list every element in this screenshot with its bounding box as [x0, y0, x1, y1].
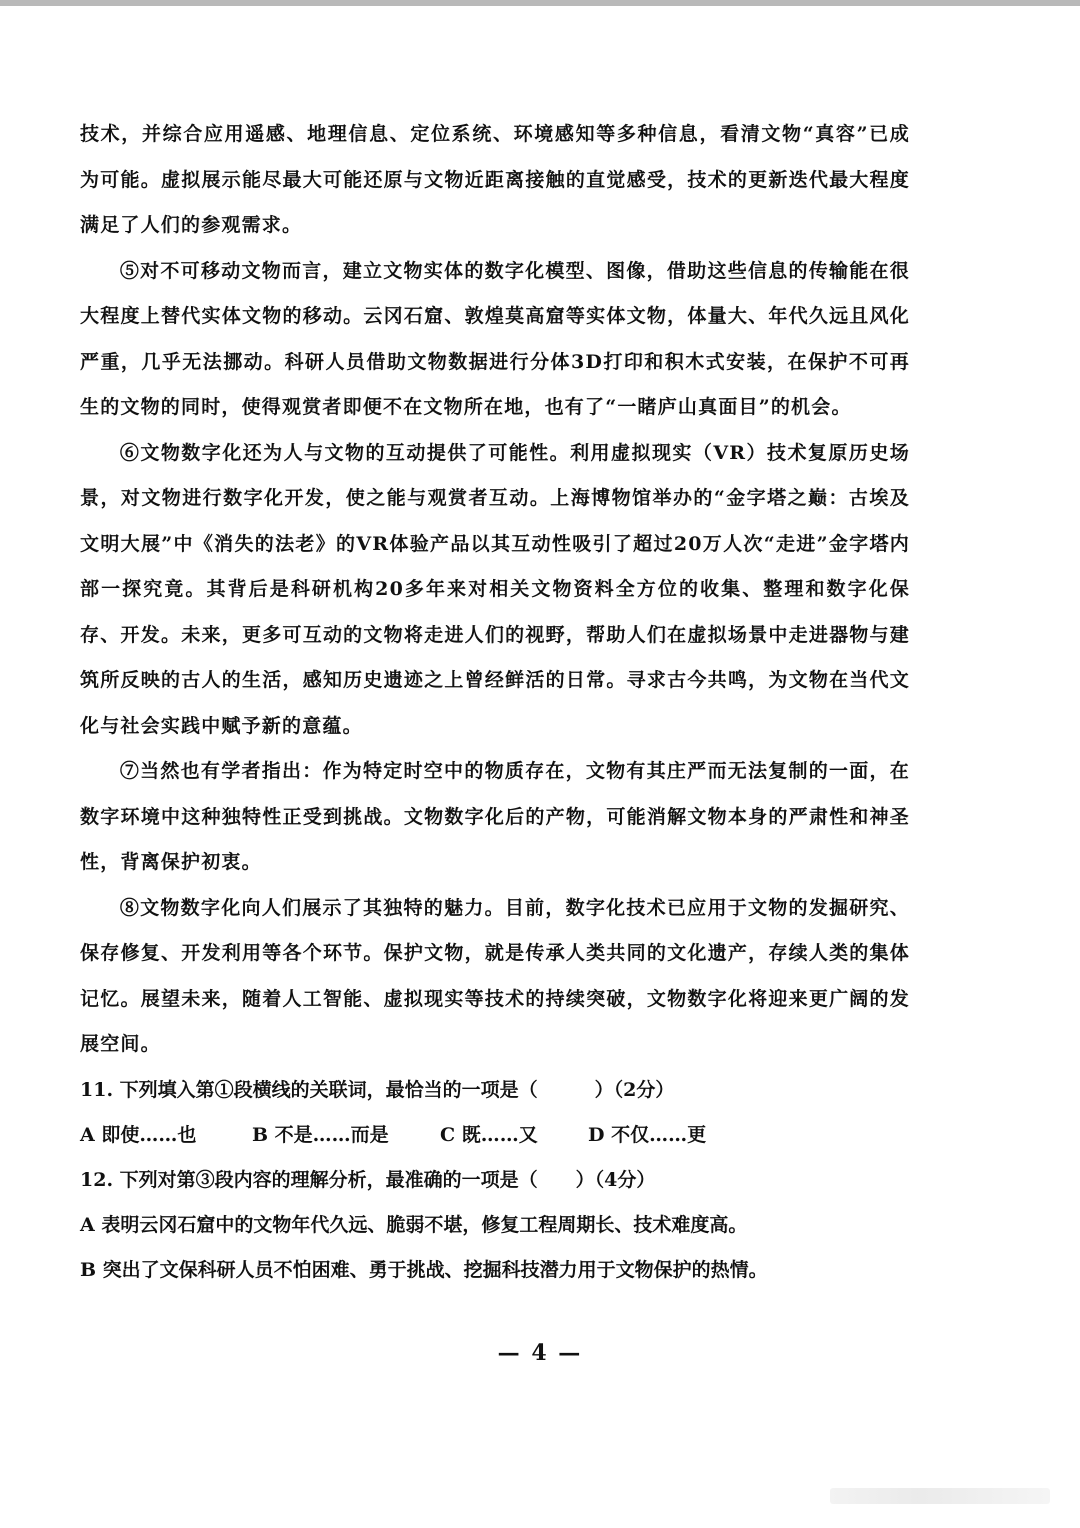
page-number: — 4 — [497, 1340, 583, 1366]
paragraph-5 [80, 249, 910, 431]
faded-watermark [830, 1488, 1050, 1504]
paragraph-text: ⑤对不可移动文物而言，建立文物实体的数字化模型、图像，借助这些信息的传输能在很大程度上替代实体文物的移动。云冈石窟、敦煌莫高窟等实体文物，体量大、年代久远且风化严重，几乎无法挪动。科研人员借助文物数据进行分体3D打印和积木式安装，在保护不可再生的文物的同时，使得观赏者即便不在文物所在地，也有了“一睹庐山真面目”的机会。 [80, 259, 910, 418]
q11-option-d: D 不仅……更 [588, 1123, 707, 1146]
paragraph-4-continued [80, 112, 910, 249]
q12-choice-b: B 突出了文保科研人员不怕困难、勇于挑战、挖掘科技潜力用于文物保护的热情。 [80, 1258, 768, 1281]
q11-option-a: A 即使……也 [80, 1123, 197, 1146]
question-12-stem: 12. 下列对第③段内容的理解分析，最准确的一项是（ ）（4分） [80, 1168, 656, 1191]
paragraph-text: ⑧文物数字化向人们展示了其独特的魅力。目前，数字化技术已应用于文物的发掘研究、保存修复、开发利用等各个环节。保护文物，就是传承人类共同的文化遗产，存续人类的集体记忆。展望未来，随着人工智能、虚拟现实等技术的持续突破，文物数字化将迎来更广阔的发展空间。 [80, 896, 910, 1055]
exam-page-body [80, 112, 910, 1293]
paragraph-7 [80, 749, 910, 886]
paragraph-8 [80, 886, 910, 1068]
scan-top-edge [0, 0, 1080, 6]
paragraph-text: ⑥文物数字化还为人与文物的互动提供了可能性。利用虚拟现实（VR）技术复原历史场景，对文物进行数字化开发，使之能与观赏者互动。上海博物馆举办的“金字塔之巅：古埃及文明大展”中《消失的法老》的VR体验产品以其互动性吸引了超过20万人次“走进”金字塔内部一探究竟。其背后是科研机构20多年来对相关文物资料全方位的收集、整理和数字化保存、开发。未来，更多可互动的文物将走进人们的视野，帮助人们在虚拟场景中走进器物与建筑所反映的古人的生活，感知历史遗迹之上曾经鲜活的日常。寻求古今共鸣，为文物在当代文化与社会实践中赋予新的意蕴。 [80, 441, 910, 737]
q12-choice-a: A 表明云冈石窟中的文物年代久远、脆弱不堪，修复工程周期长、技术难度高。 [80, 1213, 748, 1236]
q11-option-c: C 既……又 [440, 1123, 538, 1146]
question-11-options [80, 1113, 910, 1158]
question-11-stem: 11. 下列填入第①段横线的关联词，最恰当的一项是（ ）（2分） [80, 1078, 675, 1101]
paragraph-6 [80, 431, 910, 750]
q11-option-b: B 不是……而是 [252, 1123, 389, 1146]
paragraph-text: ⑦当然也有学者指出：作为特定时空中的物质存在，文物有其庄严而无法复制的一面，在数字环境中这种独特性正受到挑战。文物数字化后的产物，可能消解文物本身的严肃性和神圣性，背离保护初衷。 [80, 760, 910, 873]
paragraph-text: 技术，并综合应用遥感、地理信息、定位系统、环境感知等多种信息，看清文物“真容”已成为可能。虚拟展示能尽最大可能还原与文物近距离接触的直觉感受，技术的更新迭代最大程度满足了人们的参观需求。 [80, 123, 910, 236]
